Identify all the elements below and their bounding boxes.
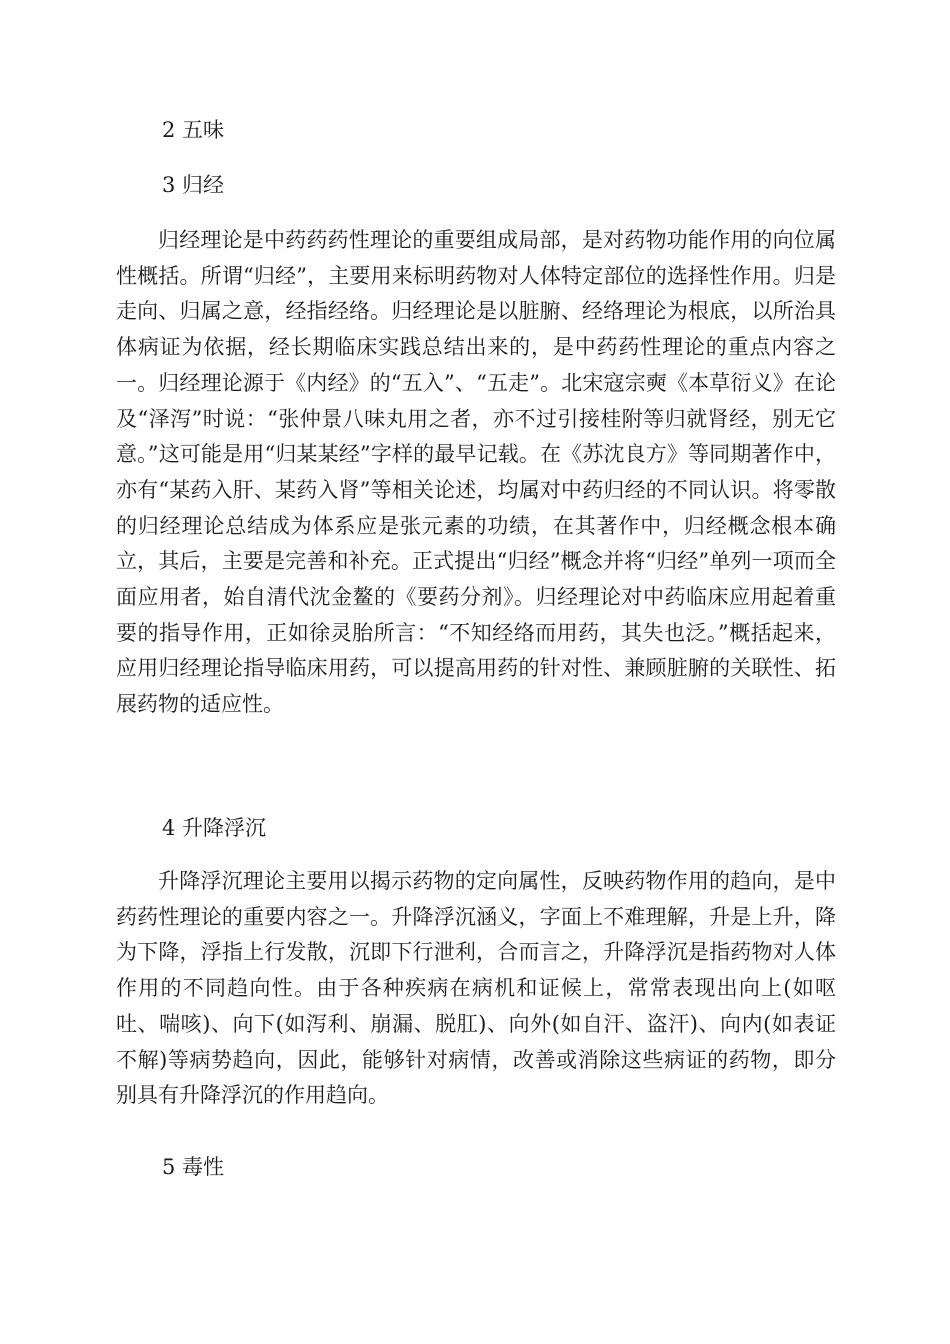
section-heading-toxicity: 5 毒性 [162, 1155, 225, 1179]
section-heading-ascending-descending: 4 升降浮沉 [162, 816, 267, 840]
paragraph-ascending-descending: 升降浮沉理论主要用以揭示药物的定向属性，反映药物作用的趋向，是中药药性理论的重要内容之一。升降浮沉涵义，字面上不难理解，升是上升，降为下降，浮指上行发散，沉即下行泄利，合而言之，升降浮沉是指药物对人体作用的不同趋向性。由于各种疾病在病机和证候上，常常表现出向上(如呕吐、喘咳)、向下(如泻利、崩漏、脱肛)、向外(如自汗、盗汗)、向内(如表证不解)等病势趋向，因此，能够针对病情，改善或消除这些病证的药物，即分别具有升降浮沉的作用趋向。 [116, 869, 836, 1108]
section-heading-meridian-tropism: 3 归经 [162, 173, 225, 197]
paragraph-meridian-tropism: 归经理论是中药药药性理论的重要组成局部，是对药物功能作用的向位属性概括。所谓“归经”，主要用来标明药物对人体特定部位的选择性作用。归是走向、归属之意，经指经络。归经理论是以脏腑、经络理论为根底，以所治具体病证为依据，经长期临床实践总结出来的，是中药药性理论的重点内容之一。归经理论源于《内经》的“五入”、“五走”。北宋寇宗奭《本草衍义》在论及“泽泻”时说：“张仲景八味丸用之者，亦不过引接桂附等归就肾经，别无它意。”这可能是用“归某某经”字样的最早记载。在《苏沈良方》等同期著作中，亦有“某药入肝、某药入肾”等相关论述，均属对中药归经的不同认识。将零散的归经理论总结成为体系应是张元素的功绩，在其著作中，归经概念根本确立，其后，主要是完善和补充。正式提出“归经”概念并将“归经”单列一项而全面应用者，始自清代沈金鳌的《要药分剂》。归经理论对中药临床应用起着重要的指导作用，正如徐灵胎所言：“不知经络而用药，其失也泛。”概括起来，应用归经理论指导临床用药，可以提高用药的针对性、兼顾脏腑的关联性、拓展药物的适应性。 [116, 228, 836, 717]
section-heading-five-flavors: 2 五味 [162, 118, 225, 142]
